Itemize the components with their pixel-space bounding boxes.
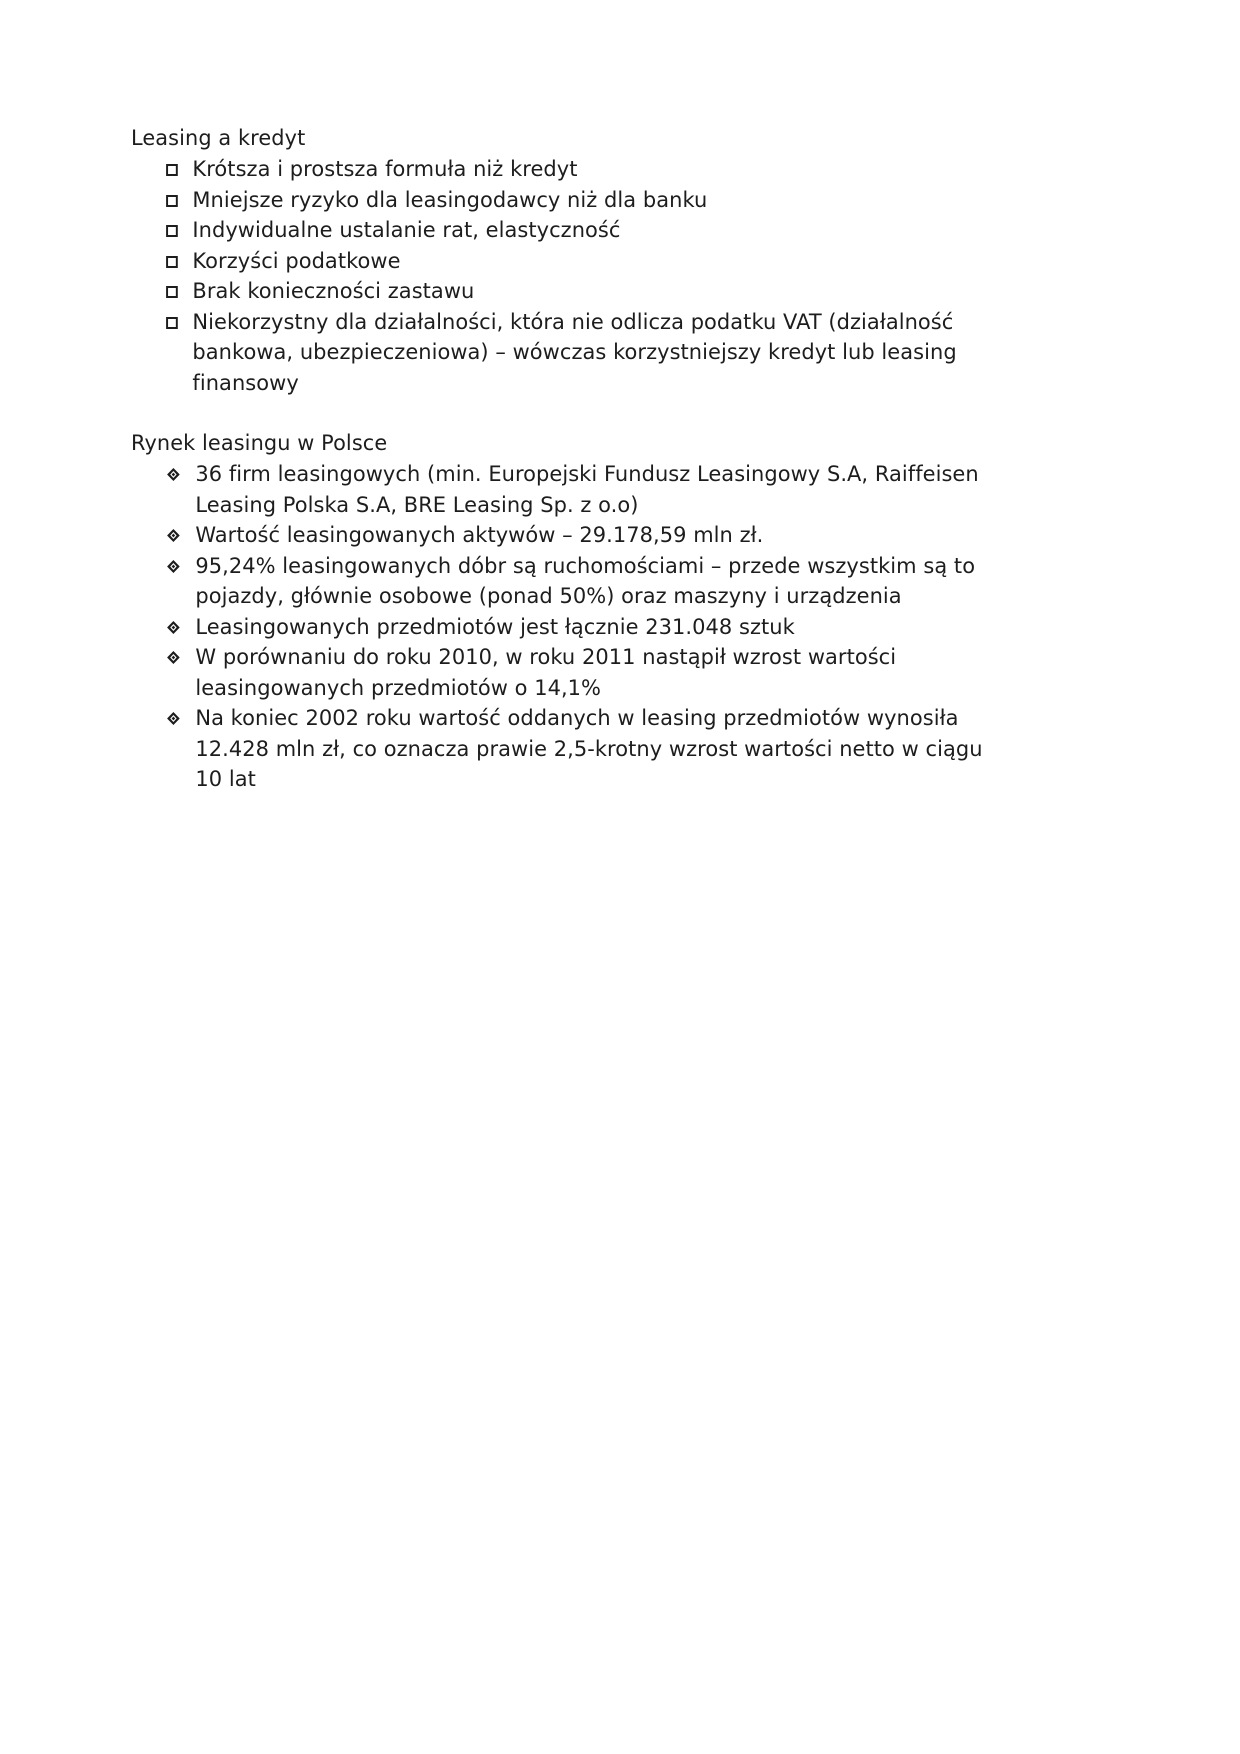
list-item — [131, 216, 1009, 247]
list-item-text: Korzyści podatkowe — [192, 248, 401, 274]
list-item-text: Leasingowanych przedmiotów jest łącznie 231.048 sztuk — [195, 614, 795, 640]
list-item-text: 36 firm leasingowych (min. Europejski Fundusz Leasingowy S.A, Raiffeisen Leasing Polska S.A, BRE Leasing Sp. z o.o) — [195, 462, 979, 518]
diamond-bullet-icon — [167, 560, 180, 573]
section-heading-leasing-a-kredyt: Leasing a kredyt — [131, 126, 306, 151]
list-item-text: Na koniec 2002 roku wartość oddanych w leasing przedmiotów wynosiła 12.428 mln zł, co oznacza prawie 2,5-krotny wzrost wartości netto w ciągu 10 lat — [195, 706, 983, 792]
list-item — [131, 521, 1009, 552]
list-item — [131, 704, 1009, 796]
diamond-bullet-icon — [167, 712, 180, 725]
list-item — [131, 155, 1009, 186]
list-item-text: W porównaniu do roku 2010, w roku 2011 nastąpił wzrost wartości leasingowanych przedmiotów o 14,1% — [195, 645, 897, 701]
diamond-bullet-icon — [167, 468, 180, 481]
list-item — [131, 308, 1009, 400]
list-item — [131, 186, 1009, 217]
list-item — [131, 247, 1009, 278]
list-item-text: Mniejsze ryzyko dla leasingodawcy niż dla banku — [192, 187, 708, 213]
square-bullet-icon — [166, 225, 178, 237]
diamond-bullet-icon — [167, 621, 180, 634]
section-rynek-leasingu-w-polsce — [131, 429, 1031, 796]
list-item-text: Wartość leasingowanych aktywów – 29.178,59 mln zł. — [195, 523, 764, 548]
list-item-text: Niekorzystny dla działalności, która nie odlicza podatku VAT (działalność bankowa, ubezpieczeniowa) – wówczas korzystniejszy kredyt lub leasing finansowy — [192, 309, 957, 396]
diamond-bullet-icon — [167, 529, 180, 542]
square-bullet-icon — [166, 195, 178, 207]
list-item-text: Krótsza i prostsza formuła niż kredyt — [192, 157, 578, 182]
section-heading-rynek-leasingu-w-polsce: Rynek leasingu w Polsce — [131, 431, 388, 456]
list-item — [131, 277, 1009, 308]
bullet-list-leasing-a-kredyt — [131, 155, 1031, 399]
bullet-list-rynek-leasingu-w-polsce — [131, 460, 1031, 796]
list-item — [131, 643, 1009, 704]
list-item — [131, 613, 1009, 644]
list-item — [131, 552, 1009, 613]
square-bullet-icon — [166, 164, 178, 176]
square-bullet-icon — [166, 286, 178, 298]
section-leasing-a-kredyt — [131, 124, 1031, 399]
list-item-text: Brak konieczności zastawu — [192, 279, 475, 304]
square-bullet-icon — [166, 256, 178, 268]
list-item-text: 95,24% leasingowanych dóbr są ruchomościami – przede wszystkim są to pojazdy, głównie osobowe (ponad 50%) oraz maszyny i urządzenia — [195, 553, 976, 609]
list-item — [131, 460, 1009, 521]
diamond-bullet-icon — [167, 651, 180, 664]
document-content — [131, 124, 1031, 796]
list-item-text: Indywidualne ustalanie rat, elastyczność — [192, 218, 621, 243]
square-bullet-icon — [166, 317, 178, 329]
